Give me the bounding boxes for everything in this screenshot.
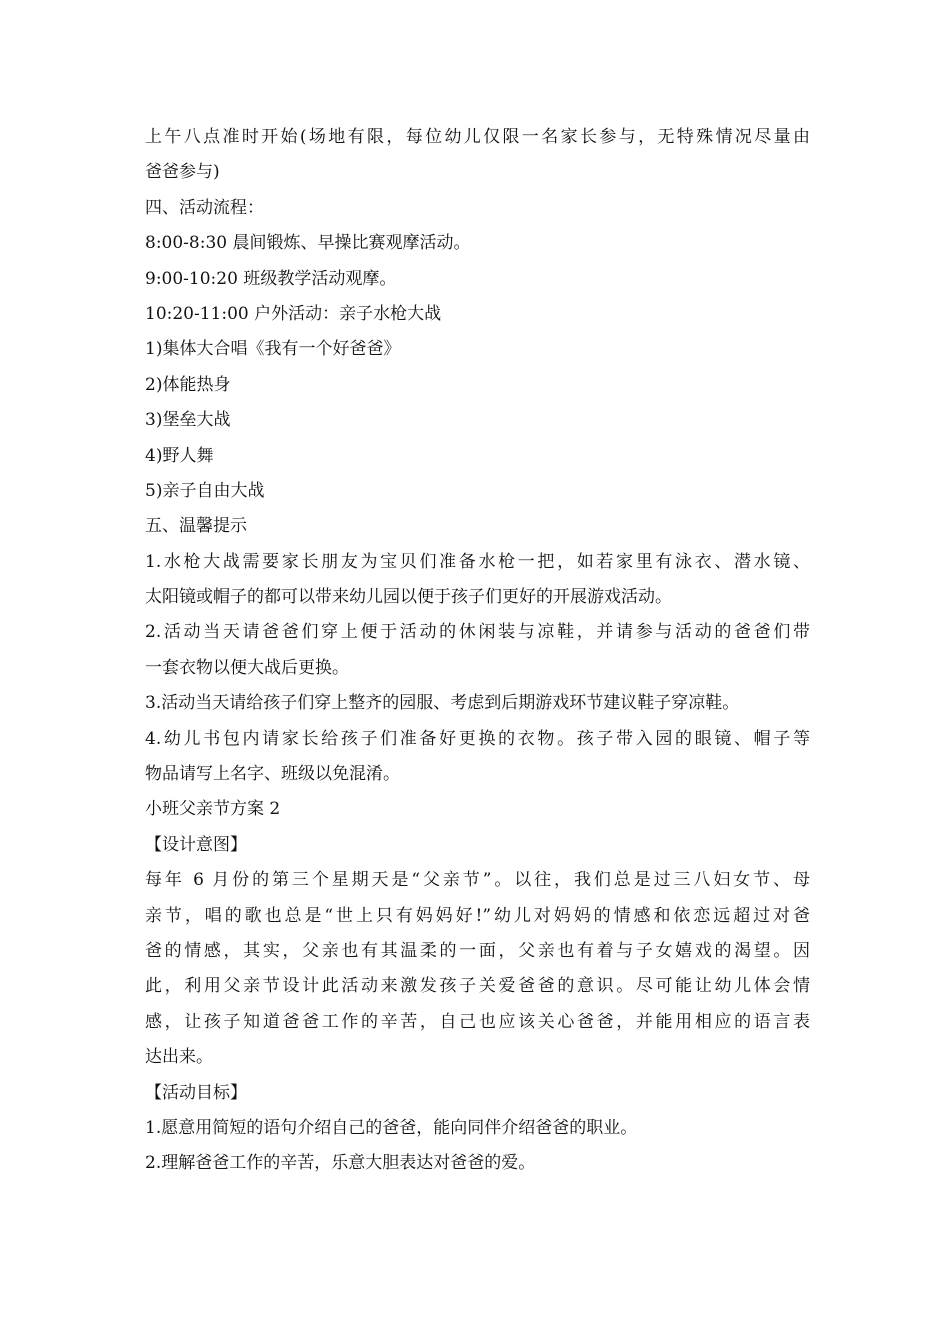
- section-heading: 四、活动流程：: [145, 197, 264, 218]
- schedule-item: 10:20-11:00 户外活动：亲子水枪大战: [145, 303, 442, 324]
- text-line: 1.水枪大战需要家长朋友为宝贝们准备水枪一把，如若家里有泳衣、潜水镜、: [145, 551, 810, 572]
- list-item: 3)堡垒大战: [145, 410, 231, 431]
- schedule-item: 8:00-8:30 晨间锻炼、早操比赛观摩活动。: [145, 233, 471, 254]
- text-line: 每年 6 月份的第三个星期天是“父亲节”。以往，我们总是过三八妇女节、母: [145, 870, 810, 891]
- text-line: 一套衣物以便大战后更换。: [145, 657, 349, 678]
- text-line: 爸的情感，其实，父亲也有其温柔的一面，父亲也有着与子女嬉戏的渴望。因: [145, 940, 810, 961]
- document-body: [145, 120, 810, 1182]
- text-line: 感，让孩子知道爸爸工作的辛苦，自己也应该关心爸爸，并能用相应的语言表: [145, 1011, 810, 1032]
- text-line: 上午八点准时开始(场地有限，每位幼儿仅限一名家长参与，无特殊情况尽量由: [145, 127, 810, 147]
- text-line: 3.活动当天请给孩子们穿上整齐的园服、考虑到后期游戏环节建议鞋子穿凉鞋。: [145, 693, 740, 714]
- document-title: 小班父亲节方案 2: [145, 799, 281, 820]
- section-heading: 五、温馨提示: [145, 516, 247, 537]
- text-line: 4.幼儿书包内请家长给孩子们准备好更换的衣物。孩子带入园的眼镜、帽子等: [145, 728, 810, 749]
- text-line: 爸爸参与): [145, 162, 220, 183]
- list-item: 2.理解爸爸工作的辛苦，乐意大胆表达对爸爸的爱。: [145, 1153, 536, 1174]
- list-item: 1)集体大合唱《我有一个好爸爸》: [145, 339, 401, 360]
- list-item: 2)体能热身: [145, 374, 231, 395]
- text-line: 太阳镜或帽子的都可以带来幼儿园以便于孩子们更好的开展游戏活动。: [145, 587, 672, 608]
- text-line: 此，利用父亲节设计此活动来激发孩子关爱爸爸的意识。尽可能让幼儿体会情: [145, 976, 810, 997]
- text-line: 达出来。: [145, 1047, 213, 1068]
- section-heading: 【设计意图】: [145, 834, 247, 855]
- list-item: 5)亲子自由大战: [145, 480, 265, 501]
- section-heading: 【活动目标】: [145, 1082, 247, 1103]
- list-item: 1.愿意用简短的语句介绍自己的爸爸，能向同伴介绍爸爸的职业。: [145, 1117, 638, 1138]
- schedule-item: 9:00-10:20 班级教学活动观摩。: [145, 268, 397, 289]
- list-item: 4)野人舞: [145, 445, 214, 466]
- text-line: 亲节，唱的歌也总是“世上只有妈妈好!”幼儿对妈妈的情感和依恋远超过对爸: [145, 905, 810, 926]
- text-line: 2.活动当天请爸爸们穿上便于活动的休闲装与凉鞋，并请参与活动的爸爸们带: [145, 622, 810, 643]
- text-line: 物品请写上名字、班级以免混淆。: [145, 764, 400, 785]
